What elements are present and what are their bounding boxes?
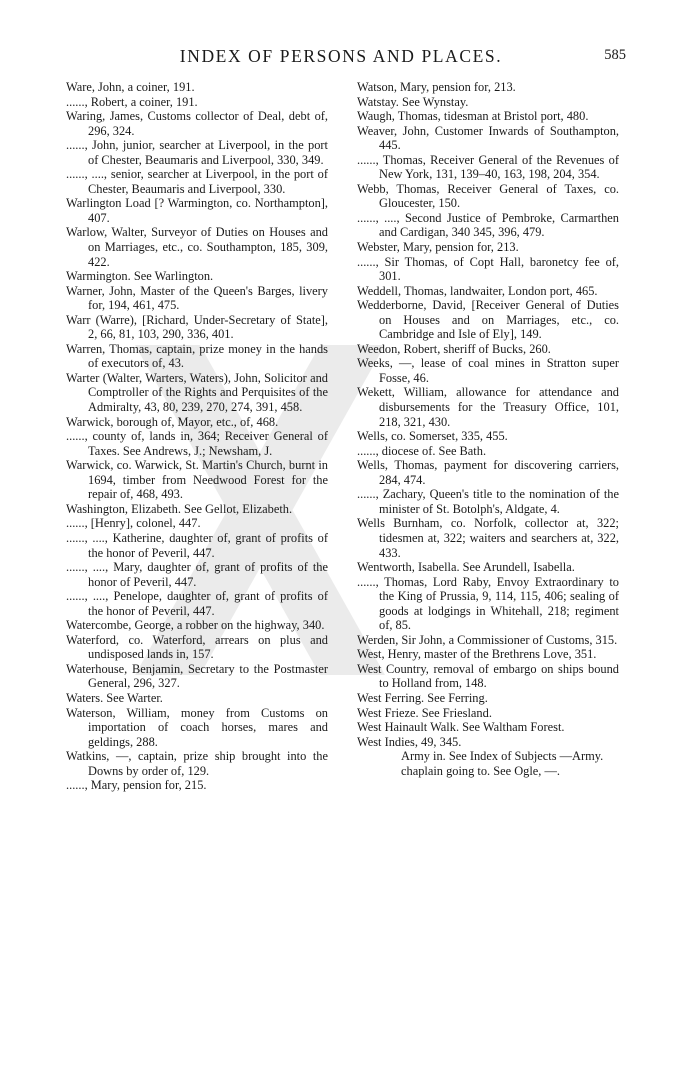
index-entry: Warren, Thomas, captain, prize money in the hands of executors of, 43. <box>66 341 328 371</box>
left-column <box>66 80 328 793</box>
index-entry: Watkins, —, captain, prize ship brought into the Downs by order of, 129. <box>66 749 328 778</box>
index-entry: Warwick, borough of, Mayor, etc., of, 468. <box>66 414 279 429</box>
index-entry: ......, Thomas, Lord Raby, Envoy Extraordinary to the King of Prussia, 9, 114, 115, 406; sealing of goods at lodgings in Whitehall, 218; regiment of, 85. <box>357 574 619 633</box>
index-entry: West Country, removal of embargo on ships bound to Holland from, 148. <box>357 661 619 691</box>
index-entry: Wentworth, Isabella. See Arundell, Isabella. <box>357 560 575 575</box>
index-entry: ......, Zachary, Queen's title to the nomination of the minister of St. Botolph's, Aldgate, 4. <box>357 487 619 516</box>
index-entry: West Frieze. See Friesland. <box>357 705 492 720</box>
index-entry: Warlington Load [? Warmington, co. Northampton], 407. <box>66 196 328 225</box>
index-entry: ......, Thomas, Receiver General of the Revenues of New York, 131, 139–40, 163, 198, 204, 354. <box>357 152 619 182</box>
right-column <box>357 80 619 778</box>
index-entry: Webster, Mary, pension for, 213. <box>357 240 519 255</box>
index-entry: Waterhouse, Benjamin, Secretary to the Postmaster General, 296, 327. <box>66 661 328 691</box>
index-entry: ......, Mary, pension for, 215. <box>66 778 207 793</box>
index-entry: Wells, Thomas, payment for discovering carriers, 284, 474. <box>357 458 619 487</box>
index-entry: Waters. See Warter. <box>66 690 163 705</box>
index-entry: Wells, co. Somerset, 335, 455. <box>357 429 508 444</box>
index-entry: Watson, Mary, pension for, 213. <box>357 80 516 94</box>
index-entry: ......, [Henry], colonel, 447. <box>66 516 201 531</box>
index-entry: Waring, James, Customs collector of Deal, debt of, 296, 324. <box>66 109 328 138</box>
index-entry: Waterford, co. Waterford, arrears on plus and undisposed lands in, 157. <box>66 632 328 662</box>
index-entry: Ware, John, a coiner, 191. <box>66 80 195 94</box>
index-entry: ......, diocese of. See Bath. <box>357 443 487 458</box>
index-entry: Warter (Walter, Warters, Waters), John, Solicitor and Comptroller of the Rights and Perquisites of the Admiralty, 43, 80, 239, 270, 274, 391, 458. <box>66 370 328 415</box>
index-entry: Weaver, John, Customer Inwards of Southampton, 445. <box>357 123 619 153</box>
index-entry: ......, ...., Penelope, daughter of, grant of profits of the honor of Peveril, 447. <box>66 589 328 618</box>
index-entry: West, Henry, master of the Brethrens Love, 351. <box>357 647 597 662</box>
index-entry: Wekett, William, allowance for attendance and disbursements for the Treasury Office, 101, 218, 321, 430. <box>357 385 619 429</box>
index-subentry: Army in. See Index of Subjects —Army. <box>401 749 604 764</box>
index-entry: ......, ...., Katherine, daughter of, grant of profits of the honor of Peveril, 447. <box>66 530 328 560</box>
index-entry: Waugh, Thomas, tidesman at Bristol port, 480. <box>357 109 589 124</box>
index-entry: ......, ...., senior, searcher at Liverpool, in the port of Chester, Beaumaris and Liverpool, 330. <box>66 167 328 196</box>
index-entry: West Ferring. See Ferring. <box>357 690 488 705</box>
index-entry: Watstay. See Wynstay. <box>357 94 469 109</box>
index-entry: Weeks, —, lease of coal mines in Stratton super Fosse, 46. <box>357 356 619 385</box>
index-entry: West Hainault Walk. See Waltham Forest. <box>357 720 565 735</box>
index-entry: Watercombe, George, a robber on the highway, 340. <box>66 618 325 633</box>
index-entry: ......, ...., Second Justice of Pembroke, Carmarthen and Cardigan, 340 345, 396, 479. <box>357 210 619 240</box>
index-entry: Warmington. See Warlington. <box>66 269 214 284</box>
index-entry: Warner, John, Master of the Queen's Barges, livery for, 194, 461, 475. <box>66 283 328 313</box>
page-header <box>66 46 626 70</box>
index-entry: ......, John, junior, searcher at Liverpool, in the port of Chester, Beaumaris and Liverpool, 330, 349. <box>66 138 328 167</box>
index-entry: ......, county of, lands in, 364; Receiver General of Taxes. See Andrews, J.; Newsham, J. <box>66 429 328 458</box>
index-entry: West Indies, 49, 345. <box>357 734 462 749</box>
index-entry: Wedderborne, David, [Receiver General of Duties on Houses and on Marriages, etc., co. Cambridge and Isle of Ely], 149. <box>357 298 619 342</box>
index-entry: ......, ...., Mary, daughter of, grant of profits of the honor of Peveril, 447. <box>66 560 328 589</box>
index-entry: Warr (Warre), [Richard, Under-Secretary of State], 2, 66, 81, 103, 290, 336, 401. <box>66 312 328 342</box>
index-entry: Warwick, co. Warwick, St. Martin's Church, burnt in 1694, timber from Needwood Forest for the repair of, 468, 493. <box>66 458 328 502</box>
index-entry: Wells Burnham, co. Norfolk, collector at, 322; tidesmen at, 322; waiters and searchers at, 322, 433. <box>357 516 619 560</box>
index-entry: Washington, Elizabeth. See Gellot, Elizabeth. <box>66 501 293 516</box>
index-entry: Weddell, Thomas, landwaiter, London port, 465. <box>357 283 598 298</box>
index-entry: Webb, Thomas, Receiver General of Taxes, co. Gloucester, 150. <box>357 181 619 211</box>
index-entry: Weedon, Robert, sheriff of Bucks, 260. <box>357 341 551 356</box>
index-entry: ......, Sir Thomas, of Copt Hall, baronetcy fee of, 301. <box>357 254 619 284</box>
index-entry: ......, Robert, a coiner, 191. <box>66 94 198 109</box>
page-title: INDEX OF PERSONS AND PLACES. <box>179 46 503 66</box>
index-subentry: chaplain going to. See Ogle, —. <box>401 763 560 778</box>
index-entry: Werden, Sir John, a Commissioner of Customs, 315. <box>357 632 618 647</box>
page-number: 585 <box>604 47 626 63</box>
index-entry: Warlow, Walter, Surveyor of Duties on Houses and on Marriages, etc., co. Southampton, 185, 309, 422. <box>66 225 328 269</box>
index-entry: Waterson, William, money from Customs on importation of coach horses, mares and geldings, 288. <box>66 705 328 749</box>
